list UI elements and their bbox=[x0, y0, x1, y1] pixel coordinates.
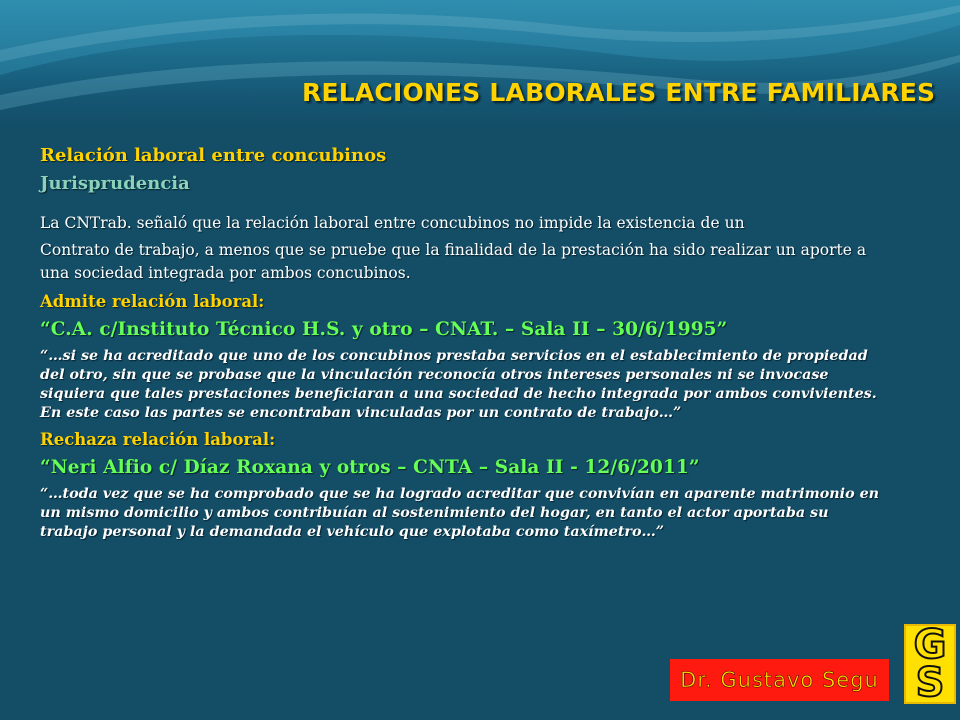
intro-paragraph bbox=[40, 212, 890, 285]
admite-quote: “…si se ha acreditado que uno de los concubinos prestaba servicios en el establecimiento de propiedad del otro, sin que se probase que la vinculación reconocía otros intereses personales ni se invocase siquiera que tales prestaciones beneficiaran a una sociedad de hecho integrada por ambos convivientes. En este caso las partes se encontraban vinculadas por un contrato de trabajo…” bbox=[40, 348, 877, 421]
section-heading: Relación laboral entre concubinos bbox=[40, 145, 387, 166]
slide-content bbox=[40, 142, 890, 542]
author-name-banner bbox=[670, 659, 889, 701]
admite-case-title: “C.A. c/Instituto Técnico H.S. y otro – CNAT. – Sala II – 30/6/1995” bbox=[40, 319, 728, 340]
logo-letter-g: G bbox=[913, 622, 947, 668]
admite-label: Admite relación laboral: bbox=[40, 292, 265, 311]
rechaza-quote: “…toda vez que se ha comprobado que se ha logrado acreditar que convivían en aparente matrimonio en un mismo domicilio y ambos contribuían al sostenimiento del hogar, en tanto el actor aportaba su trabajo personal y la demandada el vehículo que explotaba como taxímetro…” bbox=[40, 486, 880, 540]
logo-letter-s: S bbox=[915, 660, 945, 706]
header-wave-decoration bbox=[0, 0, 960, 130]
rechaza-label: Rechaza relación laboral: bbox=[40, 430, 276, 449]
intro-line-1: La CNTrab. señaló que la relación laboral entre concubinos no impide la existencia de un bbox=[40, 214, 745, 232]
gs-logo bbox=[904, 624, 956, 704]
rechaza-case-title: “Neri Alfio c/ Díaz Roxana y otros – CNTA – Sala II - 12/6/2011” bbox=[40, 457, 700, 478]
intro-line-rest: Contrato de trabajo, a menos que se pruebe que la finalidad de la prestación ha sido realizar un aporte a una sociedad integrada por ambos concubinos. bbox=[40, 241, 867, 282]
author-name: Dr. Gustavo Segu bbox=[680, 668, 879, 692]
slide-title: RELACIONES LABORALES ENTRE FAMILIARES bbox=[302, 78, 936, 107]
section-subheading: Jurisprudencia bbox=[40, 173, 190, 194]
